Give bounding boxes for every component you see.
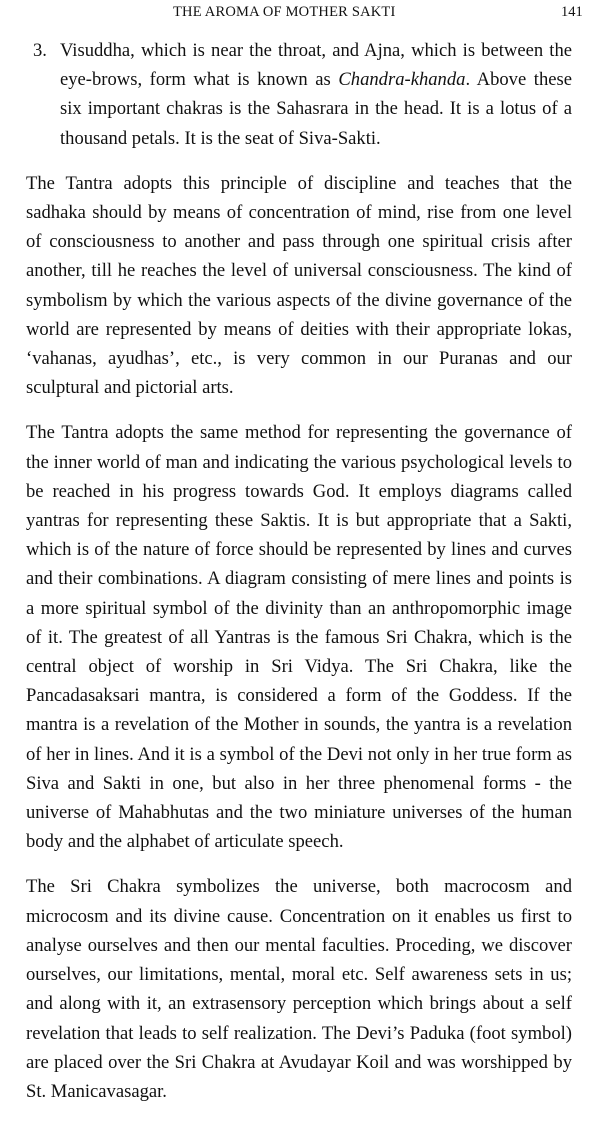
page-number: 141 [561, 4, 583, 20]
list-item-text-start: Visuddha, which is near the throat, and Ajna, which is between the eye-brows, form what is known as [60, 40, 572, 91]
running-header-title: THE AROMA OF MOTHER SAKTI [173, 4, 396, 20]
paragraph-tantra-yantras: The Tantra adopts the same method for representing the governance of the inner world of man and indicating the various psychological levels to be reached in his progress towards God. It employs diagrams called yantras for representing these Saktis. It is but appropriate that a Sakti, which is of the nature of force should be represented by lines and curves and their combinations. A diagram consisting of mere lines and points is a more spiritual symbol of the divinity than an anthropomorphic image of it. The greatest of all Yantras is the famous Sri Chakra, which is the central object of worship in Sri Vidya. The Sri Chakra, like the Pancadasaksari mantra, is considered a form of the Goddess. If the mantra is a revelation of the Mother in sounds, the yantra is a revelation of her in lines. And it is a symbol of the Devi not only in her true form as Siva and Sakti in one, but also in her three phenomenal forms - the universe of Mahabhutas and the two miniature universes of the human body and the alphabet of articulate speech. [26, 422, 572, 853]
body-text [26, 36, 572, 1122]
list-item-3 [26, 36, 572, 153]
paragraph-tantra-discipline: The Tantra adopts this principle of discipline and teaches that the sadhaka should by means of concentration of mind, rise from one level of consciousness to another and pass through one spiritual crisis after another, till he reaches the level of universal consciousness. The kind of symbolism by which the various aspects of the divine governance of the world are represented by means of deities with their appropriate lokas, ‘vahanas, ayudhas’, etc., is very common in our Puranas and our sculptural and pictorial arts. [26, 172, 572, 399]
list-item-italic-term: Chandra-khanda [338, 69, 466, 91]
list-item-number: 3. [33, 40, 47, 61]
paragraph-sri-chakra: The Sri Chakra symbolizes the universe, both macrocosm and microcosm and its divine cause. Concentration on it enables us first to analyse ourselves and then our mental faculties. Proceding, we discover ourselves, our limitations, mental, moral etc. Self awareness sets in us; and along with it, an extrasensory perception which brings about a self revelation that leads to self realization. The Devi’s Paduka (foot symbol) are placed over the Sri Chakra at Avudayar Koil and was worshipped by St. Manicavasagar. [26, 876, 572, 1102]
running-header [0, 2, 600, 26]
list-item-text-end: . Above these six important chakras is the Sahasrara in the head. It is a lotus of a thousand petals. It is the seat of Siva-Sakti. [60, 69, 572, 149]
